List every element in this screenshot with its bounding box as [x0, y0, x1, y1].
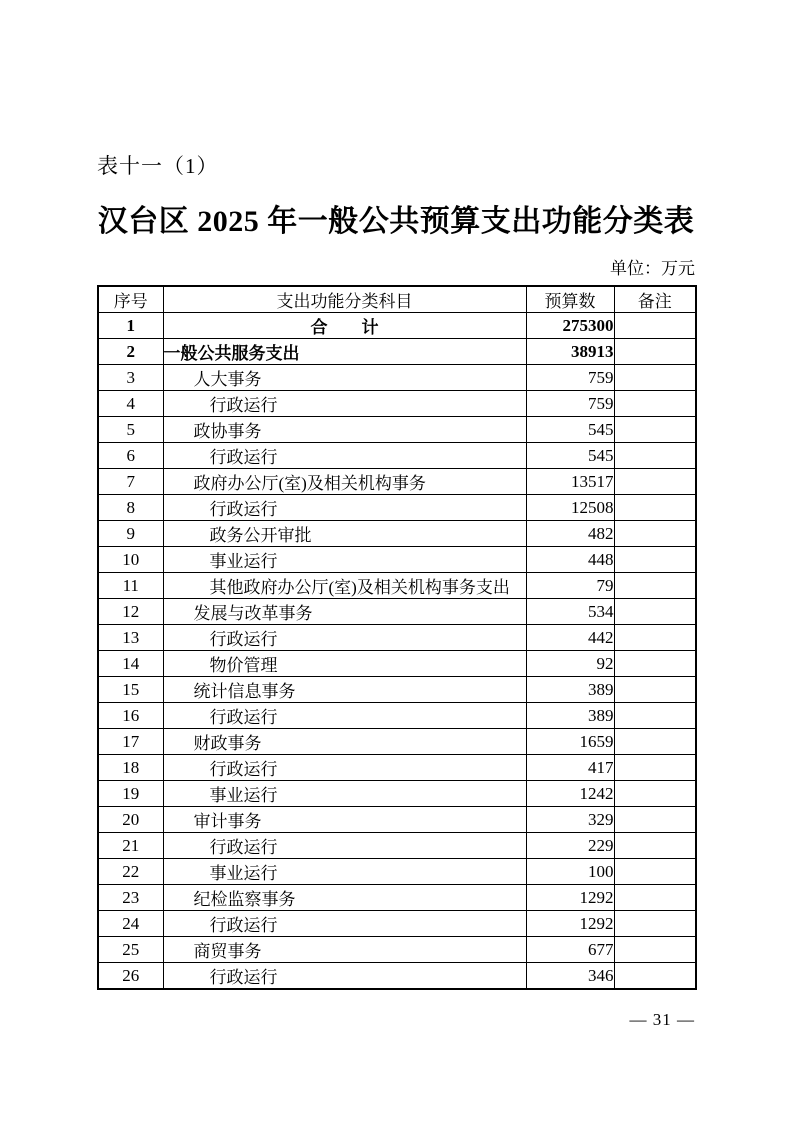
column-header-subject: 支出功能分类科目	[163, 286, 526, 313]
subject-cell: 财政事务	[163, 729, 526, 755]
row-number: 13	[98, 625, 163, 651]
budget-cell: 13517	[526, 469, 614, 495]
row-number: 18	[98, 755, 163, 781]
budget-cell: 759	[526, 391, 614, 417]
remark-cell	[614, 365, 696, 391]
budget-cell: 1242	[526, 781, 614, 807]
remark-cell	[614, 521, 696, 547]
remark-cell	[614, 547, 696, 573]
table-row	[98, 495, 696, 521]
page-number: — 31 —	[629, 1010, 695, 1029]
budget-cell: 545	[526, 443, 614, 469]
remark-cell	[614, 963, 696, 990]
subject-cell: 一般公共服务支出	[163, 339, 526, 365]
table-row	[98, 469, 696, 495]
subject-cell: 政府办公厅(室)及相关机构事务	[163, 469, 526, 495]
row-number: 23	[98, 885, 163, 911]
remark-cell	[614, 469, 696, 495]
remark-cell	[614, 443, 696, 469]
remark-cell	[614, 911, 696, 937]
remark-cell	[614, 417, 696, 443]
table-header-row	[98, 286, 696, 313]
remark-cell	[614, 391, 696, 417]
subject-cell: 事业运行	[163, 781, 526, 807]
table-row	[98, 807, 696, 833]
row-number: 16	[98, 703, 163, 729]
table-row	[98, 859, 696, 885]
subject-cell: 事业运行	[163, 547, 526, 573]
row-number: 11	[98, 573, 163, 599]
remark-cell	[614, 703, 696, 729]
subject-cell: 行政运行	[163, 963, 526, 990]
page-title: 汉台区 2025 年一般公共预算支出功能分类表	[97, 205, 695, 238]
row-number: 5	[98, 417, 163, 443]
subject-cell: 行政运行	[163, 755, 526, 781]
row-number: 7	[98, 469, 163, 495]
budget-cell: 100	[526, 859, 614, 885]
subject-cell: 其他政府办公厅(室)及相关机构事务支出	[163, 573, 526, 599]
column-header-no: 序号	[98, 286, 163, 313]
budget-cell: 1292	[526, 911, 614, 937]
table-row	[98, 937, 696, 963]
budget-cell: 389	[526, 703, 614, 729]
subject-cell: 人大事务	[163, 365, 526, 391]
row-number: 1	[98, 313, 163, 339]
subject-cell: 合 计	[163, 313, 526, 339]
subject-cell: 政务公开审批	[163, 521, 526, 547]
remark-cell	[614, 313, 696, 339]
budget-cell: 92	[526, 651, 614, 677]
column-header-budget: 预算数	[526, 286, 614, 313]
row-number: 17	[98, 729, 163, 755]
subject-cell: 审计事务	[163, 807, 526, 833]
table-row	[98, 391, 696, 417]
remark-cell	[614, 885, 696, 911]
remark-cell	[614, 677, 696, 703]
row-number: 10	[98, 547, 163, 573]
budget-table	[97, 285, 697, 990]
subject-cell: 行政运行	[163, 911, 526, 937]
remark-cell	[614, 807, 696, 833]
row-number: 14	[98, 651, 163, 677]
subject-cell: 物价管理	[163, 651, 526, 677]
budget-cell: 229	[526, 833, 614, 859]
table-row	[98, 625, 696, 651]
subject-cell: 发展与改革事务	[163, 599, 526, 625]
remark-cell	[614, 781, 696, 807]
table-row	[98, 339, 696, 365]
budget-cell: 759	[526, 365, 614, 391]
remark-cell	[614, 729, 696, 755]
subject-cell: 纪检监察事务	[163, 885, 526, 911]
budget-cell: 12508	[526, 495, 614, 521]
row-number: 12	[98, 599, 163, 625]
subject-cell: 商贸事务	[163, 937, 526, 963]
table-row	[98, 885, 696, 911]
row-number: 25	[98, 937, 163, 963]
subject-cell: 政协事务	[163, 417, 526, 443]
table-row	[98, 703, 696, 729]
table-row	[98, 729, 696, 755]
budget-cell: 442	[526, 625, 614, 651]
table-row	[98, 521, 696, 547]
column-header-remark: 备注	[614, 286, 696, 313]
row-number: 15	[98, 677, 163, 703]
budget-cell: 329	[526, 807, 614, 833]
table-label: 表十一（1）	[97, 154, 219, 178]
table-row	[98, 547, 696, 573]
table-row	[98, 443, 696, 469]
remark-cell	[614, 495, 696, 521]
remark-cell	[614, 573, 696, 599]
unit-note: 单位：万元	[610, 259, 695, 278]
row-number: 20	[98, 807, 163, 833]
subject-cell: 统计信息事务	[163, 677, 526, 703]
budget-cell: 482	[526, 521, 614, 547]
subject-cell: 行政运行	[163, 443, 526, 469]
row-number: 24	[98, 911, 163, 937]
budget-cell: 38913	[526, 339, 614, 365]
budget-cell: 1659	[526, 729, 614, 755]
budget-cell: 677	[526, 937, 614, 963]
table-row	[98, 781, 696, 807]
remark-cell	[614, 755, 696, 781]
budget-cell: 448	[526, 547, 614, 573]
budget-cell: 545	[526, 417, 614, 443]
subject-cell: 行政运行	[163, 703, 526, 729]
row-number: 8	[98, 495, 163, 521]
row-number: 22	[98, 859, 163, 885]
row-number: 6	[98, 443, 163, 469]
remark-cell	[614, 339, 696, 365]
table-row	[98, 417, 696, 443]
table-row	[98, 677, 696, 703]
remark-cell	[614, 599, 696, 625]
subject-cell: 行政运行	[163, 495, 526, 521]
budget-cell: 417	[526, 755, 614, 781]
row-number: 2	[98, 339, 163, 365]
remark-cell	[614, 833, 696, 859]
subject-cell: 行政运行	[163, 625, 526, 651]
table-row	[98, 911, 696, 937]
table-row	[98, 963, 696, 990]
budget-cell: 346	[526, 963, 614, 990]
budget-cell: 79	[526, 573, 614, 599]
budget-cell: 389	[526, 677, 614, 703]
table-row	[98, 833, 696, 859]
remark-cell	[614, 651, 696, 677]
table-row	[98, 651, 696, 677]
table-row	[98, 599, 696, 625]
subject-cell: 行政运行	[163, 391, 526, 417]
table-row	[98, 755, 696, 781]
subject-cell: 行政运行	[163, 833, 526, 859]
row-number: 26	[98, 963, 163, 990]
table-row	[98, 365, 696, 391]
subject-cell: 事业运行	[163, 859, 526, 885]
row-number: 9	[98, 521, 163, 547]
remark-cell	[614, 859, 696, 885]
remark-cell	[614, 625, 696, 651]
remark-cell	[614, 937, 696, 963]
row-number: 19	[98, 781, 163, 807]
table-row	[98, 573, 696, 599]
row-number: 3	[98, 365, 163, 391]
budget-cell: 534	[526, 599, 614, 625]
table-row	[98, 313, 696, 339]
budget-cell: 275300	[526, 313, 614, 339]
row-number: 21	[98, 833, 163, 859]
row-number: 4	[98, 391, 163, 417]
budget-cell: 1292	[526, 885, 614, 911]
document-body	[97, 150, 695, 990]
